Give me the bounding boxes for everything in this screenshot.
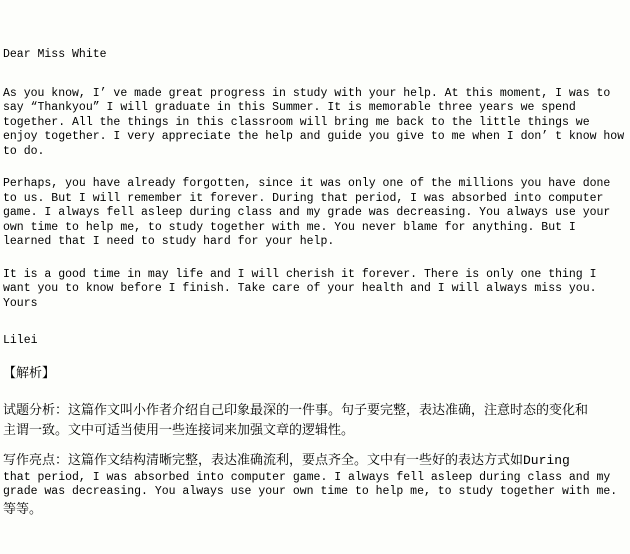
analysis-topic-paragraph <box>3 401 628 441</box>
text-line: Yours <box>3 296 38 310</box>
analysis-highlights-paragraph <box>3 451 628 520</box>
text-line: 主谓一致。文中可适当使用一些连接词来加强文章的逻辑性。 <box>3 422 355 438</box>
text-line: 等等。 <box>3 501 43 517</box>
text-line: together. All the things in this classroom will bring me back to the little things we <box>3 115 590 129</box>
text-line: 写作亮点：这篇作文结构清晰完整，表达准确流利，要点齐全。文中有一些好的表达方式如During <box>3 452 570 468</box>
text-line: want you to know before I finish. Take care of your health and I will always miss you. <box>3 282 597 295</box>
letter-paragraph-1 <box>3 87 628 160</box>
letter-salutation <box>3 48 628 63</box>
text-line: enjoy together. I very appreciate the help and guide you give to me when I don’ t know how <box>3 130 625 143</box>
text-line: game. I always fell asleep during class and my grade was decreasing. You always use your <box>3 206 611 219</box>
analysis-header-text: 【解析】 <box>3 365 56 381</box>
text-line: say “Thankyou” I will graduate in this Summer. It is memorable three years we spend <box>3 101 576 114</box>
text-line: It is a good time in may life and I will cherish it forever. There is only one thing I <box>3 267 597 281</box>
text-line: Perhaps, you have already forgotten, since it was only one of the millions you have done <box>3 177 611 190</box>
text-line: own time to help me, to study together with me. You never blame for anything. But I <box>3 220 576 234</box>
letter-paragraph-2 <box>3 177 628 250</box>
text-line: As you know, I’ ve made great progress in study with your help. At this moment, I was to <box>3 86 611 100</box>
letter-signature <box>3 334 628 349</box>
text-line: to us. But I will remember it forever. During that period, I was absorbed into computer <box>3 191 604 205</box>
text-line: that period, I was absorbed into computer game. I always fell asleep during class and my <box>3 470 611 484</box>
text-line: learned that I need to study hard for your help. <box>3 235 335 248</box>
analysis-header <box>3 364 628 384</box>
text-line: grade was decreasing. You always use your own time to help me, to study together with me. <box>3 485 618 498</box>
letter-paragraph-3 <box>3 268 628 312</box>
salutation-text: Dear Miss White <box>3 48 107 61</box>
text-line: to do. <box>3 144 45 158</box>
text-line: 试题分析：这篇作文叫小作者介绍自己印象最深的一件事。句子要完整，表达准确，注意时态的变化和 <box>3 402 589 418</box>
signature-text: Lilei <box>3 334 38 347</box>
